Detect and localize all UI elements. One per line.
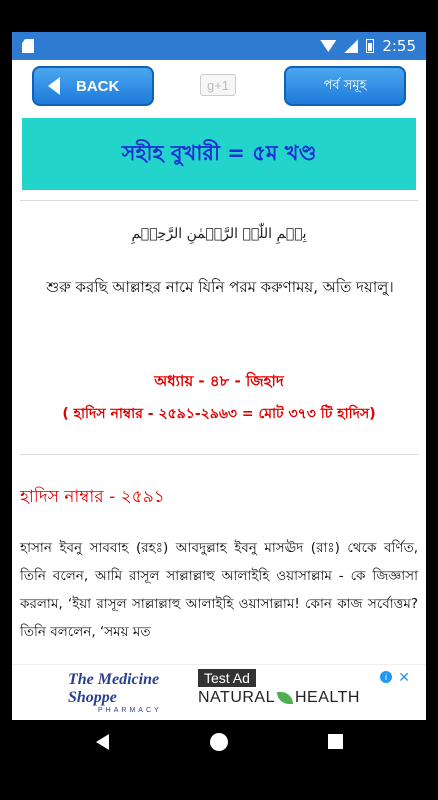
divider [20,454,418,455]
nav-back-icon[interactable] [96,734,109,750]
back-button[interactable] [32,66,154,106]
nav-recent-apps-icon[interactable] [328,734,343,749]
ad-close-icon[interactable]: ✕ [398,669,410,685]
sd-card-icon [22,39,34,53]
status-time: 2:55 [382,37,416,55]
back-button-label: BACK [76,77,120,95]
ad-banner[interactable] [12,664,426,720]
chapters-button[interactable]: পর্ব সমূহ [284,66,406,106]
battery-icon [366,39,374,53]
chapter-heading: অধ্যায় - ৪৮ - জিহাদ [154,372,284,390]
toolbar [12,62,426,112]
hadith-number: হাদিস নাম্বার - ২৫৯১ [20,487,165,507]
hadith-range: ( হাদিস নাম্বার - ২৫৯১-২৯৬৩ = মোট ৩৭৩ টি হাদিস) [62,406,376,422]
bismillah-text: بِسۡمِ اللّٰہِ الرَّحۡمٰنِ الرَّحِیۡمِ [131,226,307,242]
signal-icon [344,39,358,53]
app-content[interactable] [12,60,426,720]
leaf-icon [277,692,293,704]
intro-text: শুরু করছি আল্লাহর নামে যিনি পরম করুণাময়, অতি দয়ালু। [46,278,394,296]
ad-brand-text: NATURAL HEALTH [198,689,360,706]
status-bar [12,32,426,60]
google-plus-one-button[interactable]: g+1 [200,74,236,96]
nav-home-icon[interactable] [210,733,228,751]
navigation-bar [12,720,426,764]
divider [20,200,418,201]
back-arrow-icon [48,77,60,95]
wifi-icon [320,40,336,52]
hadith-text: হাসান ইবনু সাববাহ (রহঃ) আবদুল্লাহ ইবনু মাসঊদ (রাঃ) থেকে বর্ণিত, তিনি বলেন, আমি রাসূল সাল্লাল্লাহু আলাইহি ওয়াসাল্লাম - কে জিজ্ঞাসা করলাম, ‘ইয়া রাসূল সাল্লাল্লাহু আলাইহি ওয়াসাল্লাম! কোন কাজ সর্বোত্তম? তিনি বললেন, ‘সময় মত [20,540,418,640]
ad-info-icon[interactable]: i [380,671,392,683]
book-title-banner: সহীহ বুখারী = ৫ম খণ্ড [22,118,416,190]
ad-test-label: Test Ad [198,669,256,687]
ad-advertiser-logo: The Medicine Shoppe PHARMACY [68,671,162,714]
